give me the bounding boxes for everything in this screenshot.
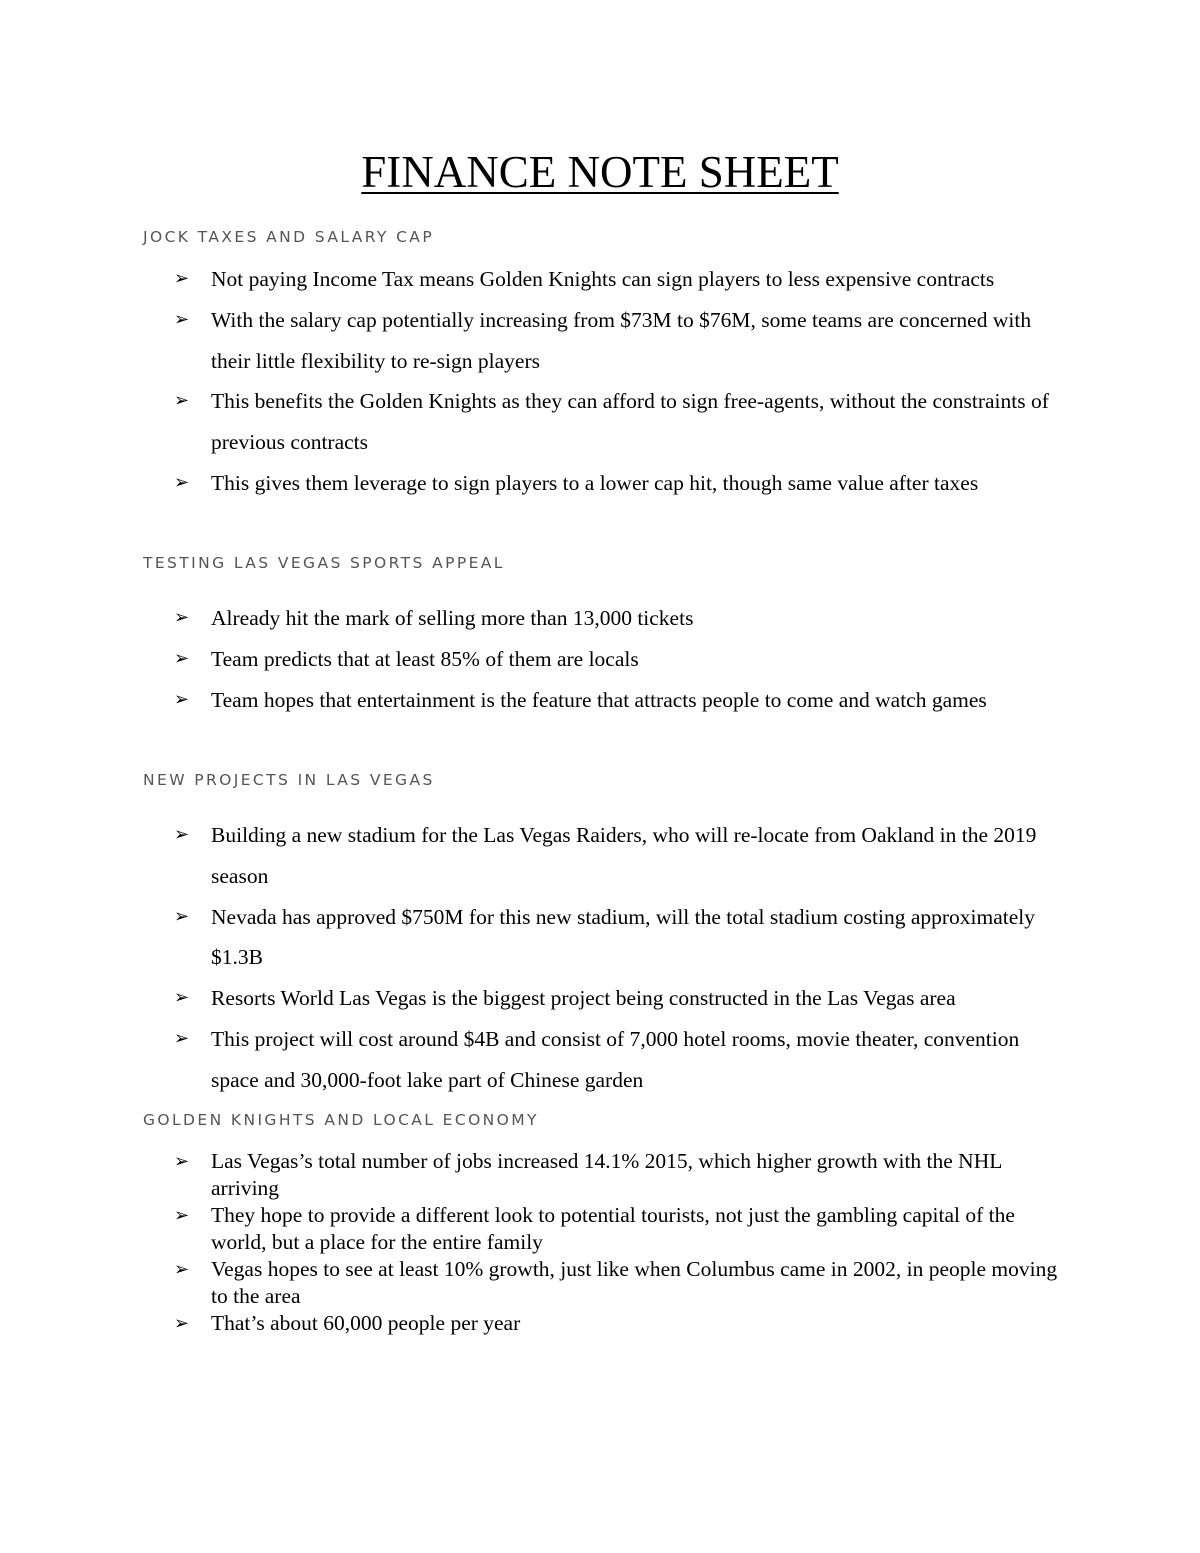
list-item: ➢ This project will cost around $4B and consist of 7,000 hotel rooms, movie theater, convention space and 30,000-foot lake part of Chinese garden bbox=[0, 1019, 1071, 1101]
list-item: ➢ Las Vegas’s total number of jobs increased 14.1% 2015, which higher growth with the NHL arriving bbox=[174, 1149, 1002, 1200]
arrow-bullet-icon: ➢ bbox=[174, 647, 190, 669]
arrow-bullet-icon: ➢ bbox=[174, 268, 190, 289]
arrow-bullet-icon: ➢ bbox=[174, 607, 190, 628]
arrow-bullet-icon: ➢ bbox=[174, 688, 190, 710]
section-list-sports-appeal bbox=[0, 598, 1200, 720]
list-item: ➢ Nevada has approved $750M for this new stadium, will the total stadium costing approximately $1.3B bbox=[0, 897, 1071, 979]
section-heading-jock-taxes: JOCK TAXES AND SALARY CAP bbox=[143, 228, 435, 246]
section-list-jock-taxes bbox=[0, 259, 1200, 504]
arrow-bullet-icon: ➢ bbox=[174, 824, 190, 845]
arrow-bullet-icon: ➢ bbox=[174, 471, 190, 493]
list-item: ➢ Not paying Income Tax means Golden Knights can sign players to less expensive contracts bbox=[0, 259, 1071, 300]
arrow-bullet-icon: ➢ bbox=[174, 1151, 190, 1172]
section-heading-new-projects: NEW PROJECTS IN LAS VEGAS bbox=[143, 771, 435, 789]
list-item: ➢ Vegas hopes to see at least 10% growth, just like when Columbus came in 2002, in people moving to the area bbox=[174, 1257, 1058, 1308]
section-list-new-projects bbox=[0, 815, 1200, 1101]
list-item: ➢ With the salary cap potentially increasing from $73M to $76M, some teams are concerned with their little flexibility to re-sign players bbox=[0, 300, 1071, 382]
arrow-bullet-icon: ➢ bbox=[174, 987, 190, 1009]
arrow-bullet-icon: ➢ bbox=[174, 1205, 190, 1226]
section-heading-sports-appeal: TESTING LAS VEGAS SPORTS APPEAL bbox=[143, 554, 505, 572]
section-heading-local-economy: GOLDEN KNIGHTS AND LOCAL ECONOMY bbox=[143, 1111, 539, 1129]
list-item: ➢ This benefits the Golden Knights as they can afford to sign free-agents, without the constraints of previous contracts bbox=[0, 381, 1071, 463]
list-item: ➢ Already hit the mark of selling more than 13,000 tickets bbox=[0, 598, 1071, 639]
arrow-bullet-icon: ➢ bbox=[174, 308, 190, 330]
list-item: ➢ Team hopes that entertainment is the feature that attracts people to come and watch games bbox=[0, 680, 1071, 721]
list-item: ➢ They hope to provide a different look to potential tourists, not just the gambling capital of the world, but a place for the entire family bbox=[174, 1203, 1015, 1254]
arrow-bullet-icon: ➢ bbox=[174, 1259, 190, 1280]
arrow-bullet-icon: ➢ bbox=[174, 390, 190, 412]
list-item: ➢ Building a new stadium for the Las Vegas Raiders, who will re-locate from Oakland in the 2019 season bbox=[0, 815, 1071, 897]
list-item: ➢ That’s about 60,000 people per year bbox=[174, 1311, 521, 1335]
list-item: ➢ Resorts World Las Vegas is the biggest project being constructed in the Las Vegas area bbox=[0, 978, 1071, 1019]
arrow-bullet-icon: ➢ bbox=[174, 1027, 190, 1049]
list-item: ➢ This gives them leverage to sign players to a lower cap hit, though same value after taxes bbox=[0, 463, 1071, 504]
arrow-bullet-icon: ➢ bbox=[174, 1313, 190, 1334]
list-item: ➢ Team predicts that at least 85% of them are locals bbox=[0, 639, 1071, 680]
page-title: FINANCE NOTE SHEET bbox=[361, 147, 839, 197]
section-list-local-economy bbox=[0, 1148, 1200, 1337]
arrow-bullet-icon: ➢ bbox=[174, 905, 190, 927]
